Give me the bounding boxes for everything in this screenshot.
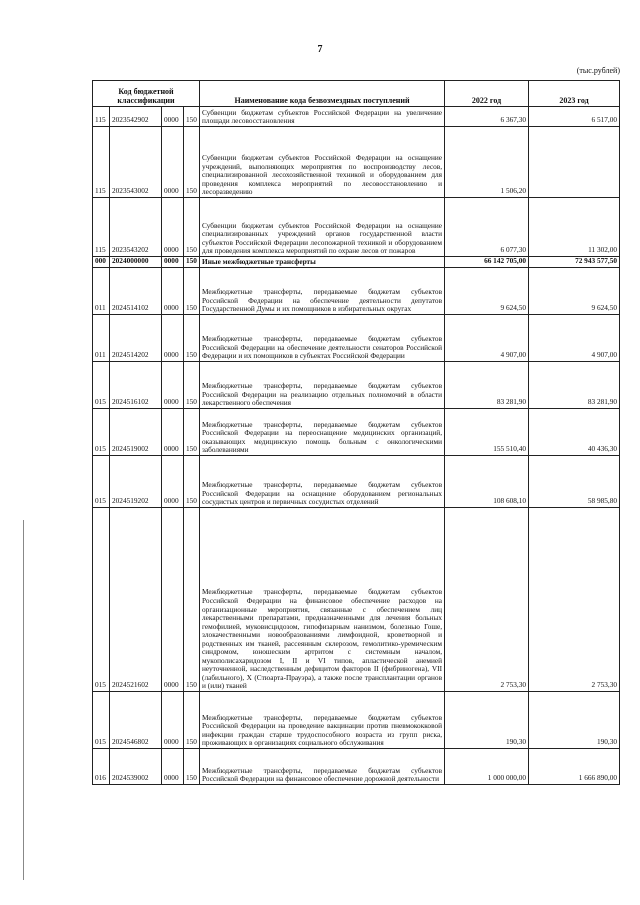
code-program: 0000	[162, 127, 184, 198]
value-2022: 190,30	[445, 692, 529, 749]
value-2023: 9 624,50	[529, 268, 620, 315]
table-header-row	[93, 81, 620, 107]
code-admin: 015	[93, 508, 110, 692]
code-econ: 150	[184, 315, 200, 362]
code-main: 2024521602	[110, 508, 162, 692]
value-2022: 4 907,00	[445, 315, 529, 362]
row-name: Субвенции бюджетам субъектов Российской Федерации на оснащение специализированных учреждений органов государственной власти субъектов Российской Федерации лесопожарной техникой и оборудованием для проведения комплекса мероприятий по охране лесов от пожаров	[200, 198, 445, 257]
code-econ: 150	[184, 749, 200, 785]
code-admin: 015	[93, 456, 110, 508]
row-name: Межбюджетные трансферты, передаваемые бюджетам субъектов Российской Федерации на обеспечение деятельности депутатов Государственной Думы и их помощников в избирательных округах	[200, 268, 445, 315]
value-2023: 40 436,30	[529, 409, 620, 456]
code-main: 2024546802	[110, 692, 162, 749]
code-program: 0000	[162, 257, 184, 268]
code-program: 0000	[162, 198, 184, 257]
row-name: Субвенции бюджетам субъектов Российской Федерации на оснащение учреждений, выполняющих мероприятия по воспроизводству лесов, специализированной лесохозяйственной техникой и оборудованием для проведения комплекса мероприятий по лесовосстановлению и лесоразведению	[200, 127, 445, 198]
table-row	[93, 362, 620, 409]
code-program: 0000	[162, 456, 184, 508]
table-row	[93, 257, 620, 268]
table-row	[93, 692, 620, 749]
header-year-2022: 2022 год	[445, 81, 529, 107]
row-name: Межбюджетные трансферты, передаваемые бюджетам субъектов Российской Федерации на финансовое обеспечение расходов на организационные мероприятия, связанные с обеспечением лиц лекарственными препаратами, предназначенными для лечения больных гемофилией, муковисцидозом, гипофизарным нанизмом, болезнью Гоше, злокачественными новообразованиями лимфоидной, кроветворной и родственных им тканей, рассеянным склерозом, гемолитико-уремическим синдромом, юношеским артритом с системным началом, мукополисахаридозом I, II и VI типов, апластической анемией неуточненной, наследственным дефицитом факторов II (фибриногена), VII (лабильного), X (Стюарта-Прауэра), а также после трансплантации органов и (или) тканей	[200, 508, 445, 692]
value-2023	[529, 127, 620, 198]
code-main: 2023542902	[110, 107, 162, 127]
value-2023: 72 943 577,50	[529, 257, 620, 268]
code-admin: 015	[93, 692, 110, 749]
code-admin: 115	[93, 127, 110, 198]
code-main: 2024000000	[110, 257, 162, 268]
code-admin: 015	[93, 409, 110, 456]
value-2023: 190,30	[529, 692, 620, 749]
code-main: 2024539002	[110, 749, 162, 785]
code-program: 0000	[162, 508, 184, 692]
value-2022: 1 000 000,00	[445, 749, 529, 785]
code-program: 0000	[162, 692, 184, 749]
code-admin: 015	[93, 362, 110, 409]
header-name: Наименование кода безвозмездных поступлений	[200, 81, 445, 107]
row-name: Межбюджетные трансферты, передаваемые бюджетам субъектов Российской Федерации на переоснащение медицинских организаций, оказывающих медицинскую помощь больным с онкологическими заболеваниями	[200, 409, 445, 456]
margin-line	[23, 520, 24, 880]
code-admin: 016	[93, 749, 110, 785]
table-row	[93, 749, 620, 785]
units-label: (тыс.рублей)	[576, 66, 620, 75]
value-2023: 6 517,00	[529, 107, 620, 127]
value-2022: 66 142 705,00	[445, 257, 529, 268]
value-2022: 83 281,90	[445, 362, 529, 409]
header-year-2023: 2023 год	[529, 81, 620, 107]
row-name: Межбюджетные трансферты, передаваемые бюджетам субъектов Российской Федерации на обеспечение деятельности сенаторов Российской Федерации и их помощников в субъектах Российской Федерации	[200, 315, 445, 362]
table-row	[93, 198, 620, 257]
code-admin: 115	[93, 107, 110, 127]
code-main: 2023543002	[110, 127, 162, 198]
code-program: 0000	[162, 409, 184, 456]
code-econ: 150	[184, 268, 200, 315]
table-row	[93, 508, 620, 692]
code-program: 0000	[162, 107, 184, 127]
code-econ: 150	[184, 257, 200, 268]
table-row	[93, 107, 620, 127]
code-econ: 150	[184, 362, 200, 409]
table-row	[93, 268, 620, 315]
value-2022: 6 367,30	[445, 107, 529, 127]
code-main: 2024514202	[110, 315, 162, 362]
row-name: Межбюджетные трансферты, передаваемые бюджетам субъектов Российской Федерации на проведение вакцинации против пневмококковой инфекции граждан старше трудоспособного возраста из групп риска, проживающих в организациях социального обслуживания	[200, 692, 445, 749]
row-name: Межбюджетные трансферты, передаваемые бюджетам субъектов Российской Федерации на реализацию отдельных полномочий в области лекарственного обеспечения	[200, 362, 445, 409]
page-number: 7	[317, 44, 323, 55]
code-main: 2024519202	[110, 456, 162, 508]
code-econ: 150	[184, 409, 200, 456]
value-2023: 1 666 890,00	[529, 749, 620, 785]
row-name: Иные межбюджетные трансферты	[200, 257, 445, 268]
code-econ: 150	[184, 198, 200, 257]
budget-table	[92, 80, 620, 785]
value-2022: 1 506,20	[445, 127, 529, 198]
value-2023: 4 907,00	[529, 315, 620, 362]
value-2022: 108 608,10	[445, 456, 529, 508]
code-program: 0000	[162, 749, 184, 785]
code-admin: 011	[93, 268, 110, 315]
code-main: 2024516102	[110, 362, 162, 409]
code-program: 0000	[162, 268, 184, 315]
value-2022: 9 624,50	[445, 268, 529, 315]
code-admin: 115	[93, 198, 110, 257]
code-econ: 150	[184, 107, 200, 127]
table-row	[93, 456, 620, 508]
value-2023: 58 985,80	[529, 456, 620, 508]
row-name: Межбюджетные трансферты, передаваемые бюджетам субъектов Российской Федерации на финансовое обеспечение дорожной деятельности	[200, 749, 445, 785]
row-name: Межбюджетные трансферты, передаваемые бюджетам субъектов Российской Федерации на оснащение оборудованием региональных сосудистых центров и первичных сосудистых отделений	[200, 456, 445, 508]
row-name: Субвенции бюджетам субъектов Российской Федерации на увеличение площади лесовосстановления	[200, 107, 445, 127]
code-econ: 150	[184, 508, 200, 692]
code-admin: 011	[93, 315, 110, 362]
code-program: 0000	[162, 362, 184, 409]
value-2023: 2 753,30	[529, 508, 620, 692]
code-main: 2023543202	[110, 198, 162, 257]
code-main: 2024519002	[110, 409, 162, 456]
table-row	[93, 315, 620, 362]
value-2022: 2 753,30	[445, 508, 529, 692]
value-2022: 6 077,30	[445, 198, 529, 257]
code-econ: 150	[184, 692, 200, 749]
header-code: Код бюджетной классификации	[93, 81, 200, 107]
value-2022: 155 510,40	[445, 409, 529, 456]
value-2023: 11 302,00	[529, 198, 620, 257]
code-program: 0000	[162, 315, 184, 362]
table-row	[93, 127, 620, 198]
code-econ: 150	[184, 127, 200, 198]
code-main: 2024514102	[110, 268, 162, 315]
table-row	[93, 409, 620, 456]
code-admin: 000	[93, 257, 110, 268]
value-2023: 83 281,90	[529, 362, 620, 409]
code-econ: 150	[184, 456, 200, 508]
